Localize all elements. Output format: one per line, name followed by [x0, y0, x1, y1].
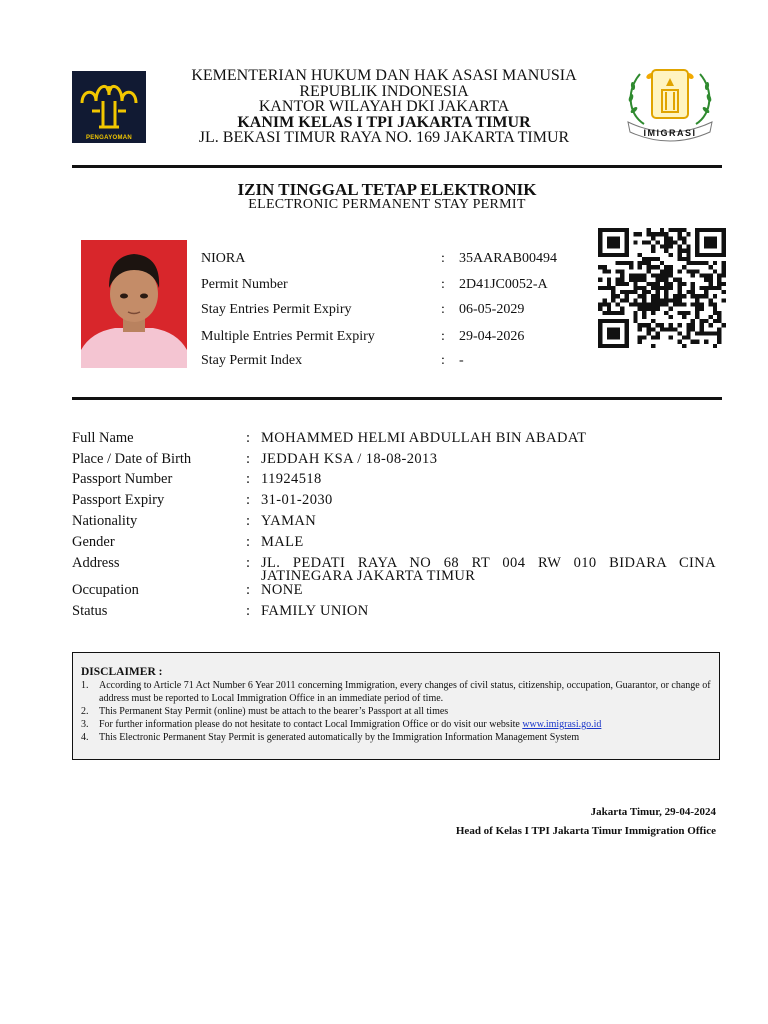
disclaimer-item — [81, 718, 724, 731]
country-name: REPUBLIK INDONESIA — [299, 82, 469, 100]
qr-code-icon — [598, 228, 726, 348]
separator: : — [441, 329, 445, 344]
permit-label: Stay Permit Index — [201, 353, 303, 368]
personal-value: MOHAMMED HELMI ABDULLAH BIN ABADAT — [261, 430, 587, 446]
personal-label: Gender — [72, 534, 115, 550]
permit-value: 29-04-2026 — [459, 329, 525, 344]
personal-value: 31-01-2030 — [261, 492, 333, 508]
issue-place-date: Jakarta Timur, 29-04-2024 — [590, 806, 716, 818]
website-link[interactable]: www.imigrasi.go.id — [522, 719, 602, 730]
holder-photo — [81, 240, 187, 368]
permit-row-niora — [201, 251, 601, 271]
separator: : — [441, 353, 445, 368]
permit-value: 06-05-2029 — [459, 302, 525, 317]
disclaimer-box — [72, 652, 720, 760]
separator: : — [246, 451, 251, 467]
permit-label: Permit Number — [201, 277, 288, 292]
personal-label: Address — [72, 555, 120, 571]
disclaimer-item — [81, 679, 724, 705]
permit-row-stay-entries-expiry — [201, 302, 601, 322]
office-address: JL. BEKASI TIMUR RAYA NO. 169 JAKARTA TIMUR — [198, 129, 570, 146]
separator: : — [246, 492, 251, 508]
separator: : — [441, 251, 445, 266]
separator: : — [246, 513, 251, 529]
separator: : — [246, 603, 251, 619]
personal-label: Place / Date of Birth — [72, 451, 192, 467]
personal-value: NONE — [261, 582, 303, 598]
personal-label: Occupation — [72, 582, 139, 598]
item-number: 3. — [81, 719, 89, 730]
permit-label: Multiple Entries Permit Expiry — [201, 329, 375, 344]
document-title: IZIN TINGGAL TETAP ELEKTRONIK — [237, 180, 537, 199]
item-text: According to Article 71 Act Number 6 Year 2011 concerning Immigration, every changes of civil status, citizenship, occupation, Guarantor, or change of address must be reported to Local Immigration Office in an immediate period of time. — [99, 680, 711, 704]
personal-label: Passport Expiry — [72, 492, 165, 508]
permit-row-multiple-entries-expiry — [201, 329, 601, 349]
personal-value: YAMAN — [261, 513, 317, 529]
permit-label: Stay Entries Permit Expiry — [201, 302, 352, 317]
header-divider — [72, 165, 722, 168]
personal-value: JEDDAH KSA / 18-08-2013 — [261, 451, 438, 467]
item-number: 2. — [81, 706, 89, 717]
separator: : — [246, 430, 251, 446]
disclaimer-item — [81, 731, 724, 744]
permit-label: NIORA — [201, 251, 246, 266]
document-subtitle: ELECTRONIC PERMANENT STAY PERMIT — [248, 197, 526, 212]
pengayoman-logo-icon — [72, 71, 146, 143]
disclaimer-item — [81, 705, 724, 718]
disclaimer-title: DISCLAIMER : — [81, 666, 163, 678]
item-text: This Permanent Stay Permit (online) must be attach to the bearer’s Passport at all times — [99, 706, 449, 717]
personal-label: Status — [72, 603, 108, 619]
section-divider — [72, 397, 722, 400]
personal-label: Nationality — [72, 513, 138, 529]
logo-caption: IMIGRASI — [643, 128, 697, 138]
item-text: For further information please do not hesitate to contact Local Immigration Office or do visit our website — [99, 719, 520, 730]
personal-value: JATINEGARA JAKARTA TIMUR — [261, 568, 476, 584]
imigrasi-logo-icon — [622, 62, 718, 144]
separator: : — [441, 277, 445, 292]
item-number: 4. — [81, 732, 89, 743]
permit-value: 35AARAB00494 — [459, 251, 558, 266]
permit-row-permit-number — [201, 277, 601, 297]
item-text: This Electronic Permanent Stay Permit is generated automatically by the Immigration Information Management System — [99, 732, 580, 743]
permit-row-stay-permit-index — [201, 353, 601, 373]
personal-label: Full Name — [72, 430, 134, 446]
separator: : — [246, 534, 251, 550]
separator: : — [441, 302, 445, 317]
logo-caption: PENGAYOMAN — [85, 135, 133, 141]
item-number: 1. — [81, 680, 89, 691]
regional-office: KANTOR WILAYAH DKI JAKARTA — [258, 98, 510, 115]
personal-label: Passport Number — [72, 471, 173, 487]
personal-value: MALE — [261, 534, 304, 550]
ministry-name: KEMENTERIAN HUKUM DAN HAK ASASI MANUSIA — [191, 67, 577, 84]
permit-value: - — [459, 353, 464, 368]
separator: : — [246, 582, 251, 598]
personal-value: 11924518 — [261, 471, 322, 487]
permit-value: 2D41JC0052-A — [459, 277, 548, 292]
office-header — [150, 68, 618, 146]
separator: : — [246, 471, 251, 487]
separator: : — [246, 555, 251, 571]
issuing-officer: Head of Kelas I TPI Jakarta Timur Immigration Office — [455, 825, 716, 837]
disclaimer-list — [81, 679, 724, 744]
personal-value: FAMILY UNION — [261, 603, 369, 619]
personal-value: JL. PEDATI RAYA NO 68 RT 004 RW 010 BIDARA CINA — [261, 555, 716, 571]
immigration-office: KANIM KELAS I TPI JAKARTA TIMUR — [237, 113, 531, 131]
